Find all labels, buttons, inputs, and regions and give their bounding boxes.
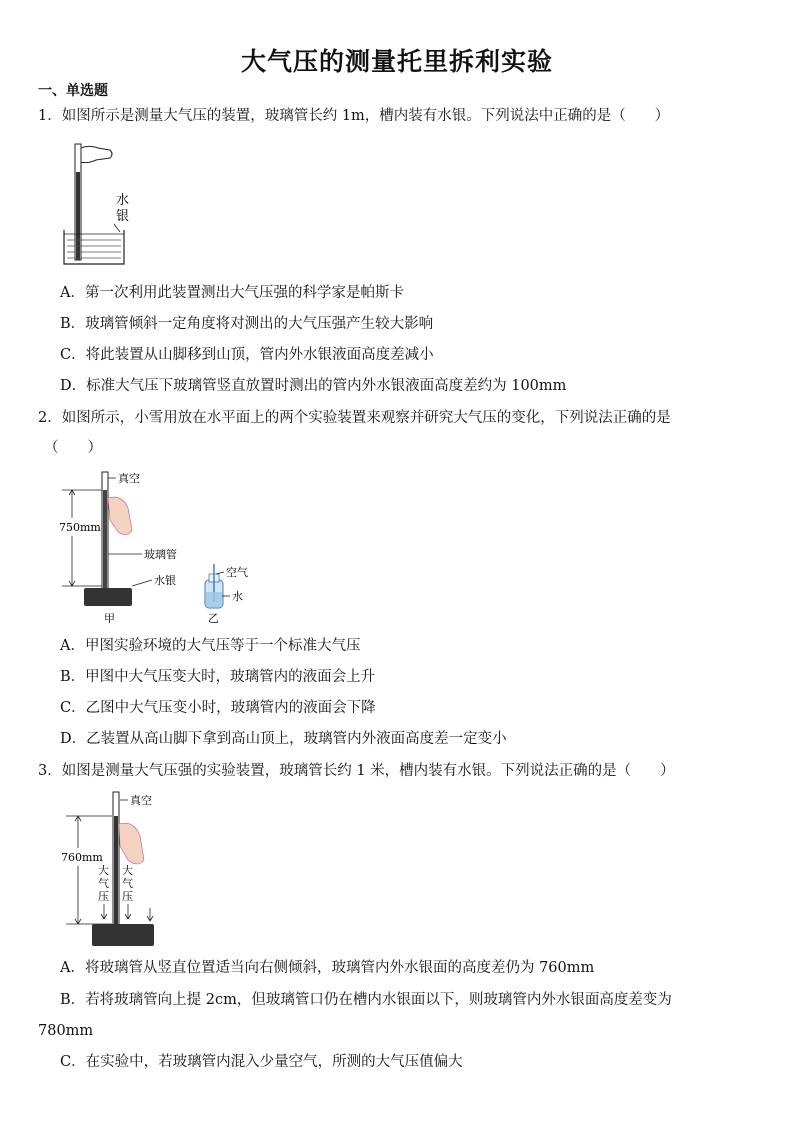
question-2-stem: 2．如图所示，小雪用放在水平面上的两个实验装置来观察并研究大气压的变化，下列说法正确的是 <box>38 410 671 426</box>
question-1-stem: 1．如图所示是测量大气压的装置，玻璃管长约 1m，槽内装有水银。下列说法中正确的是（ ） <box>38 108 670 124</box>
question-2-figure <box>58 468 258 628</box>
question-2-stem-cont: （ ） <box>44 440 102 456</box>
atm-right-3: 压 <box>122 890 133 903</box>
yi-label: 乙 <box>208 612 219 625</box>
tube-label: 玻璃管 <box>144 548 177 561</box>
hand-icon <box>108 497 132 534</box>
atm-left-1: 大 <box>98 864 109 877</box>
mercury-trough <box>84 588 132 606</box>
question-1-option-b[interactable]: B．玻璃管倾斜一定角度将对测出的大气压强产生较大影响 <box>60 316 434 332</box>
question-1-figure <box>58 140 148 270</box>
mercury-column <box>114 816 118 934</box>
height-label: 750mm <box>59 521 101 534</box>
air-label: 空气 <box>226 566 248 579</box>
atm-left-2: 气 <box>98 877 109 890</box>
question-2-option-d[interactable]: D．乙装置从高山脚下拿到高山顶上，玻璃管内外液面高度差一定变小 <box>60 731 507 747</box>
question-1-option-a[interactable]: A．第一次利用此装置测出大气压强的科学家是帕斯卡 <box>60 285 404 301</box>
question-1-option-d[interactable]: D．标准大气压下玻璃管竖直放置时测出的管内外水银液面高度差约为 100mm <box>60 378 567 394</box>
question-2-option-a[interactable]: A．甲图实验环境的大气压等于一个标准大气压 <box>60 638 361 654</box>
question-3-option-c[interactable]: C．在实验中，若玻璃管内混入少量空气，所测的大气压值偏大 <box>60 1054 463 1070</box>
mercury-column <box>76 172 80 260</box>
trough <box>64 230 124 264</box>
vacuum-label: 真空 <box>118 472 140 485</box>
height-label: 760mm <box>61 851 103 864</box>
mercury-label-2: 银 <box>116 209 130 224</box>
jia-label: 甲 <box>104 612 115 625</box>
vacuum-label: 真空 <box>130 794 152 807</box>
question-2-option-c[interactable]: C．乙图中大气压变小时，玻璃管内的液面会下降 <box>60 700 376 716</box>
atm-left-3: 压 <box>98 890 109 903</box>
atm-right-1: 大 <box>122 864 133 877</box>
question-3-option-b[interactable]: B．若将玻璃管向上提 2cm，但玻璃管口仍在槽内水银面以下，则玻璃管内外水银面高度差变为 <box>60 992 672 1008</box>
mercury-label-1: 水 <box>116 193 130 208</box>
hand-icon <box>119 823 144 864</box>
question-3-option-a[interactable]: A．将玻璃管从竖直位置适当向右侧倾斜，玻璃管内外水银面的高度差仍为 760mm <box>60 960 595 976</box>
atm-right-2: 气 <box>122 877 133 890</box>
hand-icon <box>78 146 112 162</box>
section-heading: 一、单选题 <box>38 83 108 99</box>
mercury-label: 水银 <box>154 574 176 587</box>
question-1-option-c[interactable]: C．将此装置从山脚移到山顶，管内外水银液面高度差减小 <box>60 347 434 363</box>
mercury-trough <box>92 924 154 946</box>
question-2-option-b[interactable]: B．甲图中大气压变大时，玻璃管内的液面会上升 <box>60 669 376 685</box>
question-3-figure <box>58 790 168 950</box>
water-label: 水 <box>232 590 243 603</box>
mercury-column <box>103 490 107 596</box>
question-3-option-b-cont: 780mm <box>38 1023 94 1039</box>
question-3-stem: 3．如图是测量大气压强的实验装置，玻璃管长约 1 米，槽内装有水银。下列说法正确的是（ ） <box>38 763 675 779</box>
page-title: 大气压的测量托里拆利实验 <box>240 47 553 76</box>
